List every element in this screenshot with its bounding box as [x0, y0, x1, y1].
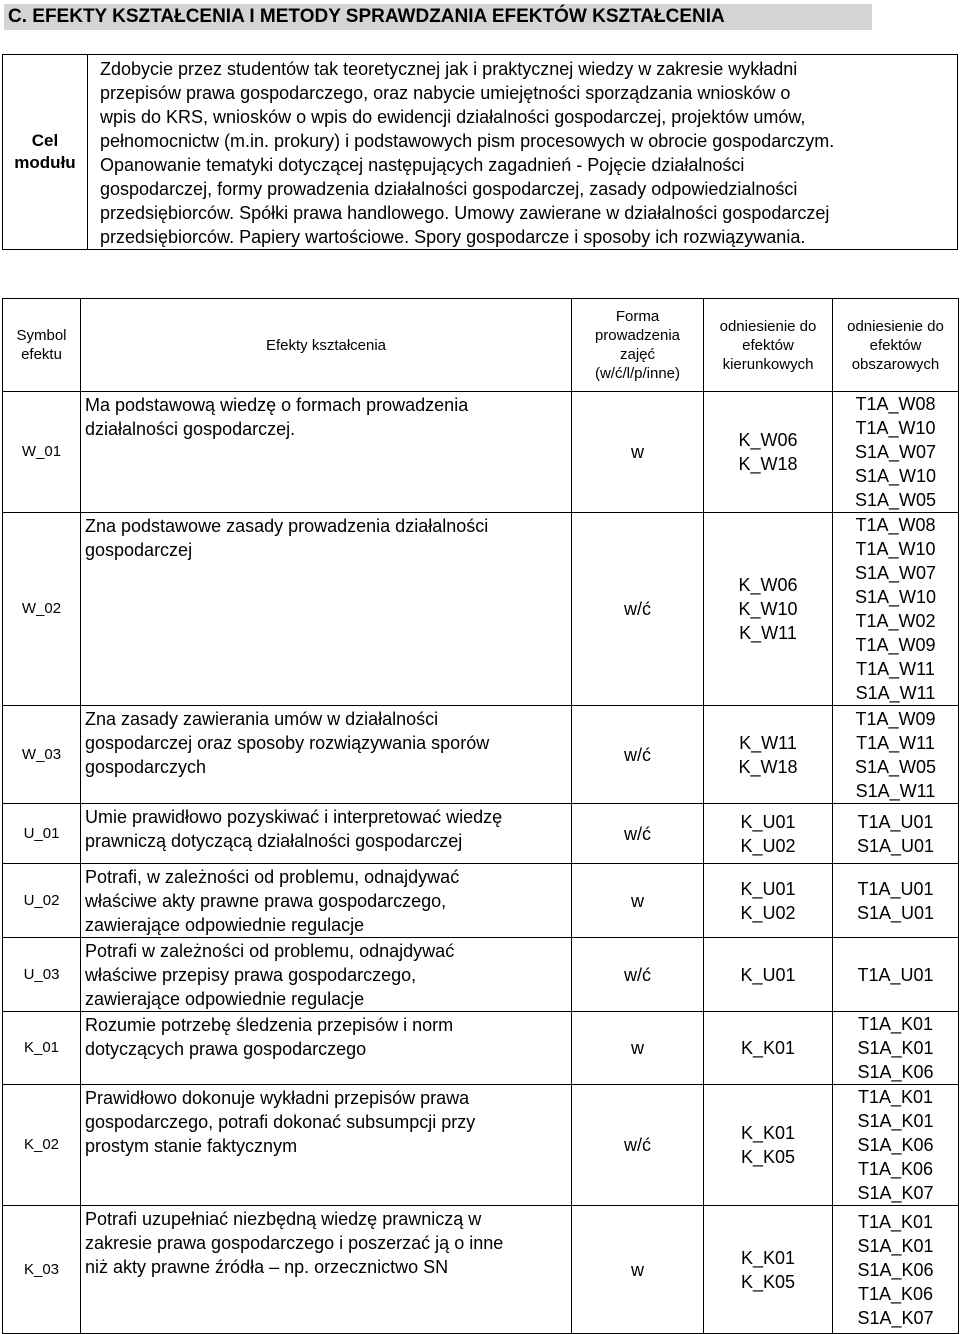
- area-ref-line: T1A_U01: [857, 964, 934, 985]
- area-ref-line: T1A_W10: [855, 539, 936, 559]
- directional-ref-cell: [704, 864, 833, 938]
- area-ref-line: S1A_W07: [854, 563, 937, 583]
- directional-ref-line: K_K01: [740, 1247, 796, 1268]
- header-line: zajęć: [619, 346, 656, 363]
- area-ref-line: T1A_U01: [857, 878, 934, 899]
- section-heading: C. EFEKTY KSZTAŁCENIA I METODY SPRAWDZANIA EFEKTÓW KSZTAŁCENIA: [4, 4, 872, 30]
- header-line: Symbol: [16, 327, 67, 344]
- learning-outcomes-table: [2, 298, 959, 1334]
- directional-ref-cell: [704, 1085, 833, 1206]
- header-line: kierunkowych: [722, 355, 814, 373]
- directional-ref-cell: [704, 938, 833, 1012]
- table-row: [3, 938, 959, 1012]
- header-line: (w/ć/l/p/inne): [594, 365, 681, 382]
- effect-description-line: właściwe akty prawne prawa gospodarczego,: [85, 891, 447, 911]
- directional-ref-line: K_W10: [738, 599, 798, 619]
- directional-ref-line: K_W11: [739, 732, 797, 753]
- area-ref-line: T1A_W09: [855, 635, 936, 655]
- directional-ref-cell: [704, 1012, 833, 1085]
- directional-ref-line: K_K05: [740, 1147, 796, 1167]
- header-line: odniesienie do: [847, 317, 944, 335]
- table-row: [3, 804, 959, 864]
- effect-description-line: Ma podstawową wiedzę o formach prowadzenia: [85, 395, 469, 415]
- symbol-cell: K_01: [3, 1012, 81, 1085]
- header-area: [833, 299, 959, 392]
- area-ref-line: T1A_W09: [855, 708, 936, 729]
- area-ref-line: S1A_K01: [857, 1111, 934, 1131]
- effect-description-line: niż akty prawne źródła – np. orzecznictwo SN: [85, 1257, 449, 1277]
- directional-ref-line: K_U01: [740, 878, 796, 899]
- form-cell: w: [572, 392, 704, 513]
- goal-text: [88, 55, 958, 250]
- effect-description-line: działalności gospodarczej.: [85, 419, 296, 439]
- goal-text-line: przedsiębiorców. Spółki prawa handlowego. Umowy zawierane w działalności gospodarczej: [100, 203, 830, 223]
- effect-description-cell: [81, 706, 572, 804]
- directional-ref-line: K_U01: [740, 964, 796, 985]
- goal-text-line: Opanowanie tematyki dotyczącej następujących zagadnień - Pojęcie działalności: [100, 155, 745, 175]
- area-ref-cell: [833, 392, 959, 513]
- directional-ref-line: K_U02: [740, 902, 796, 923]
- symbol-cell: U_02: [3, 864, 81, 938]
- effect-description-line: Rozumie potrzebę śledzenia przepisów i norm: [85, 1015, 454, 1035]
- effect-description-line: Zna podstawowe zasady prowadzenia działalności: [85, 516, 489, 536]
- table-row: [3, 1012, 959, 1085]
- symbol-cell: U_01: [3, 804, 81, 864]
- effect-description-line: Potrafi, w zależności od problemu, odnajdywać: [85, 867, 460, 887]
- area-ref-line: T1A_W08: [855, 515, 936, 535]
- area-ref-line: S1A_K06: [857, 1135, 934, 1155]
- effect-description-line: Umie prawidłowo pozyskiwać i interpretować wiedzę: [85, 807, 503, 827]
- symbol-cell: K_03: [3, 1206, 81, 1334]
- directional-ref-cell: [704, 513, 833, 706]
- directional-ref-cell: [704, 804, 833, 864]
- module-goal-table: [2, 54, 958, 250]
- goal-text-line: wpis do KRS, wniosków o wpis do ewidencji działalności gospodarczej, projektów umów,: [100, 107, 806, 127]
- effect-description-cell: [81, 1085, 572, 1206]
- area-ref-line: T1A_W10: [855, 418, 936, 438]
- area-ref-line: T1A_W08: [855, 394, 936, 414]
- effect-description-cell: [81, 1206, 572, 1334]
- header-line: Forma: [615, 308, 660, 325]
- header-line: Efekty kształcenia: [265, 336, 387, 354]
- header-directional: [704, 299, 833, 392]
- area-ref-line: S1A_K06: [857, 1062, 934, 1082]
- goal-text-line: gospodarczej, formy prowadzenia działalności gospodarczej, zasady odpowiedzialności: [100, 179, 798, 199]
- area-ref-line: S1A_W05: [854, 756, 937, 777]
- directional-ref-line: K_W06: [738, 430, 798, 450]
- area-ref-line: S1A_U01: [856, 835, 935, 856]
- area-ref-line: S1A_K01: [857, 1235, 934, 1256]
- goal-text-line: przepisów prawa gospodarczego, oraz nabycie umiejętności sporządzania wniosków o: [100, 83, 791, 103]
- area-ref-line: S1A_W10: [854, 587, 937, 607]
- header-line: efektów: [742, 336, 794, 354]
- area-ref-line: S1A_W05: [854, 490, 937, 510]
- effect-description-cell: [81, 938, 572, 1012]
- form-cell: w/ć: [572, 804, 704, 864]
- form-cell: w: [572, 864, 704, 938]
- effect-description-line: gospodarczego, potrafi dokonać subsumpcji przy: [85, 1112, 476, 1132]
- area-ref-line: S1A_K07: [857, 1183, 934, 1203]
- area-ref-line: T1A_K06: [857, 1283, 934, 1304]
- directional-ref-line: K_W11: [739, 623, 797, 643]
- effect-description-cell: [81, 1012, 572, 1085]
- area-ref-cell: [833, 1012, 959, 1085]
- area-ref-line: S1A_U01: [856, 902, 935, 923]
- header-line: odniesienie do: [719, 317, 817, 335]
- area-ref-line: T1A_K01: [857, 1014, 934, 1034]
- table-row: [3, 706, 959, 804]
- directional-ref-cell: [704, 706, 833, 804]
- header-form: [572, 299, 704, 392]
- form-cell: w/ć: [572, 938, 704, 1012]
- effect-description-line: właściwe przepisy prawa gospodarczego,: [85, 965, 417, 985]
- header-effects: [81, 299, 572, 392]
- area-ref-line: T1A_K01: [857, 1087, 934, 1107]
- effect-description-line: zakresie prawa gospodarczego i poszerzać ją o inne: [85, 1233, 504, 1253]
- goal-text-line: przedsiębiorców. Papiery wartościowe. Spory gospodarcze i sposoby ich rozwiązywania.: [100, 227, 806, 247]
- area-ref-line: T1A_W02: [855, 611, 936, 631]
- area-ref-line: S1A_W07: [854, 442, 937, 462]
- symbol-cell: K_02: [3, 1085, 81, 1206]
- area-ref-line: T1A_K06: [857, 1159, 934, 1179]
- header-line: efektu: [21, 346, 62, 363]
- directional-ref-cell: [704, 392, 833, 513]
- table-row: [3, 1085, 959, 1206]
- form-cell: w/ć: [572, 1085, 704, 1206]
- area-ref-cell: [833, 706, 959, 804]
- area-ref-line: S1A_W10: [854, 466, 937, 486]
- goal-label: [3, 55, 88, 250]
- directional-ref-line: K_U02: [740, 835, 796, 856]
- table-row: [3, 864, 959, 938]
- form-cell: w/ć: [572, 706, 704, 804]
- effect-description-line: zawierające odpowiednie regulacje: [85, 989, 365, 1009]
- header-line: efektów: [869, 336, 922, 354]
- area-ref-line: S1A_W11: [855, 780, 936, 801]
- form-cell: w: [572, 1206, 704, 1334]
- outcomes-body: [3, 392, 959, 1334]
- area-ref-line: S1A_K06: [857, 1259, 934, 1280]
- effect-description-line: gospodarczej oraz sposoby rozwiązywania sporów: [85, 733, 490, 753]
- area-ref-line: T1A_W11: [856, 732, 935, 753]
- header-line: prowadzenia: [594, 327, 681, 344]
- directional-ref-line: K_K01: [740, 1038, 796, 1058]
- directional-ref-line: K_K05: [740, 1271, 796, 1292]
- directional-ref-line: K_U01: [740, 811, 796, 832]
- effect-description-line: Potrafi w zależności od problemu, odnajdywać: [85, 941, 455, 961]
- effect-description-cell: [81, 804, 572, 864]
- table-row: [3, 513, 959, 706]
- area-ref-cell: [833, 1085, 959, 1206]
- directional-ref-line: K_W18: [738, 756, 798, 777]
- area-ref-line: S1A_K01: [857, 1038, 934, 1058]
- effect-description-cell: [81, 864, 572, 938]
- effect-description-line: prawniczą dotyczącą działalności gospodarczej: [85, 831, 463, 851]
- goal-label-line: modułu: [14, 153, 76, 172]
- table-row: [3, 1206, 959, 1334]
- header-line: obszarowych: [851, 355, 940, 373]
- area-ref-line: S1A_W11: [855, 683, 936, 703]
- form-cell: w: [572, 1012, 704, 1085]
- directional-ref-line: K_W18: [738, 454, 798, 474]
- symbol-cell: W_03: [3, 706, 81, 804]
- area-ref-cell: [833, 1206, 959, 1334]
- header-symbol: [3, 299, 81, 392]
- directional-ref-line: K_K01: [740, 1123, 796, 1143]
- area-ref-line: S1A_K07: [857, 1307, 934, 1328]
- area-ref-line: T1A_K01: [857, 1211, 934, 1232]
- area-ref-line: T1A_W11: [856, 659, 935, 679]
- symbol-cell: U_03: [3, 938, 81, 1012]
- effect-description-line: dotyczących prawa gospodarczego: [85, 1039, 367, 1059]
- area-ref-cell: [833, 513, 959, 706]
- table-row: [3, 392, 959, 513]
- symbol-cell: W_01: [3, 392, 81, 513]
- effect-description-cell: [81, 513, 572, 706]
- effect-description-line: Prawidłowo dokonuje wykładni przepisów prawa: [85, 1088, 470, 1108]
- area-ref-cell: [833, 864, 959, 938]
- effect-description-cell: [81, 392, 572, 513]
- effect-description-line: Zna zasady zawierania umów w działalności: [85, 709, 439, 729]
- effect-description-line: prostym stanie faktycznym: [85, 1136, 298, 1156]
- effect-description-line: zawierające odpowiednie regulacje: [85, 915, 365, 935]
- area-ref-cell: [833, 938, 959, 1012]
- goal-label-line: Cel: [31, 131, 59, 150]
- goal-text-line: Zdobycie przez studentów tak teoretycznej jak i praktycznej wiedzy w zakresie wykładni: [100, 59, 798, 79]
- directional-ref-line: K_W06: [738, 575, 798, 595]
- directional-ref-cell: [704, 1206, 833, 1334]
- effect-description-line: Potrafi uzupełniać niezbędną wiedzę prawniczą w: [85, 1209, 482, 1229]
- symbol-cell: W_02: [3, 513, 81, 706]
- effect-description-line: gospodarczej: [85, 540, 193, 560]
- area-ref-line: T1A_U01: [857, 811, 934, 832]
- goal-text-line: pełnomocnictw (m.in. prokury) i podstawowych pism procesowych w obrocie gospodarczym.: [100, 131, 835, 151]
- area-ref-cell: [833, 804, 959, 864]
- effect-description-line: gospodarczych: [85, 757, 207, 777]
- form-cell: w/ć: [572, 513, 704, 706]
